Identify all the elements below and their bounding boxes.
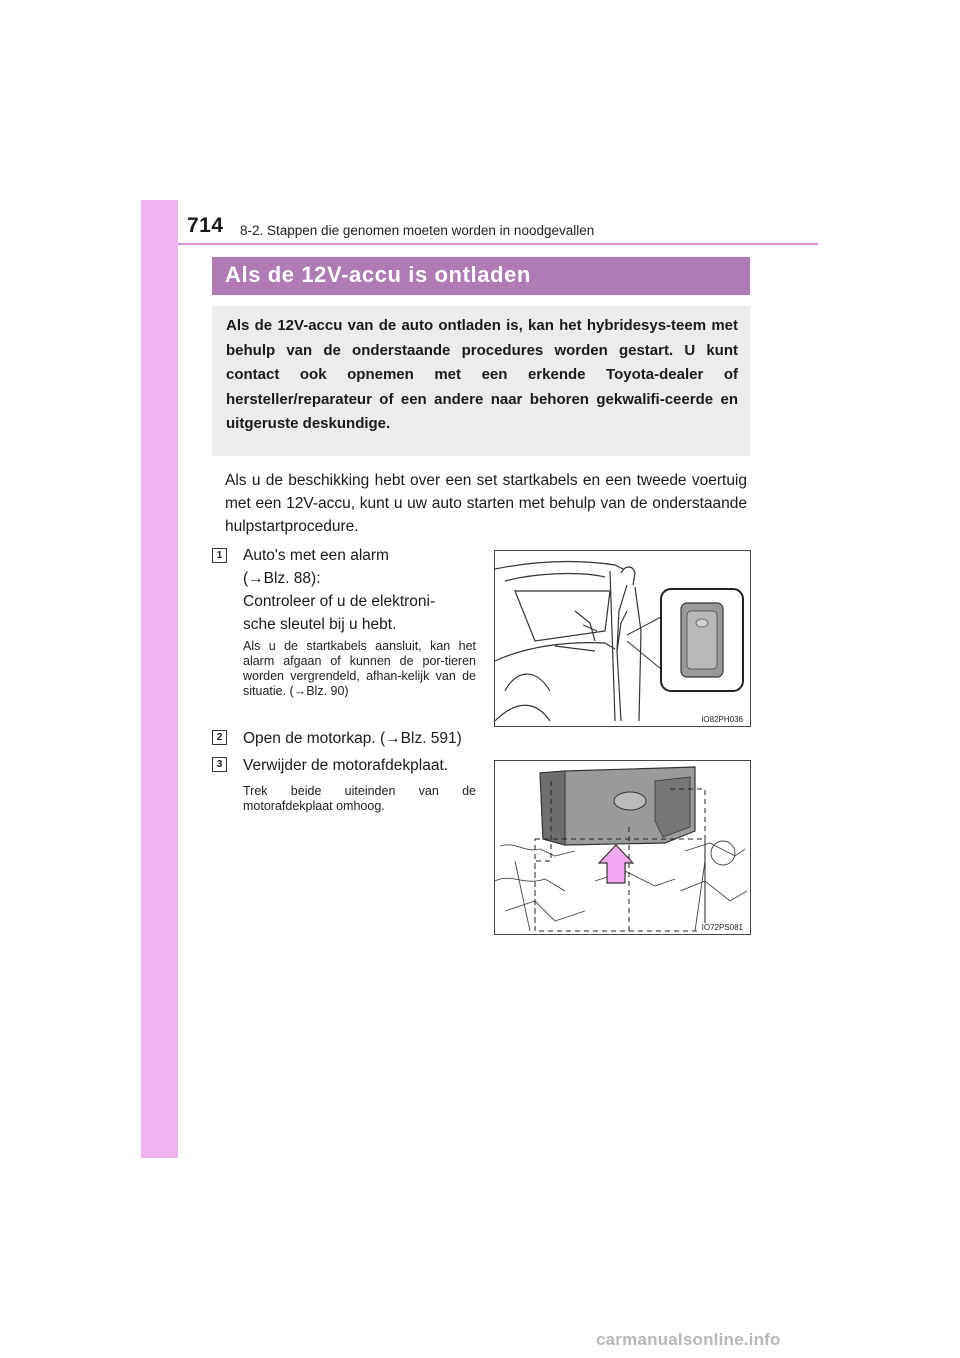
section-title: Als de 12V-accu is ontladen: [225, 262, 531, 287]
intro-text: Als de 12V-accu van de auto ontladen is, kan het hybridesys-teem met behulp van de onderstaande procedures worden gestart. U kunt contact ook opnemen met een erkende Toyota-dealer of hersteller/reparateur of een andere naar behoren gekwalifi-ceerde en uitgeruste deskundige.: [226, 317, 738, 432]
header-divider: [178, 243, 818, 245]
step-1-line: sche sleutel bij u hebt.: [243, 616, 397, 633]
step-3-line: Verwijder de motorafdekplaat.: [243, 757, 449, 774]
section-banner: [212, 257, 750, 295]
figure-label: IO82PH036: [701, 715, 743, 724]
step-2-text: [243, 727, 462, 750]
step-2-number: 2: [212, 730, 227, 745]
step-1-note: Als u de startkabels aansluit, kan het alarm afgaan of kunnen de por-tieren worden vergrendeld, afhan-kelijk van de situatie. (→Blz. 90): [243, 639, 476, 698]
step-2-line: Open de motorkap. (→Blz. 591): [243, 730, 462, 747]
step-3-note: Trek beide uiteinden van de motorafdekplaat omhoog.: [243, 784, 476, 813]
step-1-line: Auto's met een alarm: [243, 547, 389, 564]
step-1-line: (→Blz. 88):: [243, 570, 321, 587]
figure-engine-cover: [494, 760, 751, 935]
figure-door-key: [494, 550, 751, 727]
step-1-text: [243, 544, 435, 636]
site-watermark: carmanualsonline.info: [596, 1330, 781, 1349]
step-1-number: 1: [212, 548, 227, 563]
intro-box: [212, 306, 750, 456]
body-paragraph: Als u de beschikking hebt over een set startkabels en een tweede voertuig met een 12V-accu, kunt u uw auto starten met behulp van de onderstaande hulpstartprocedure.: [225, 472, 747, 535]
step-3-text: [243, 754, 448, 777]
figure-label: IO72PS081: [701, 923, 743, 932]
step-1-line: Controleer of u de elektroni-: [243, 593, 436, 610]
car-door-illustration: [495, 551, 750, 726]
chapter-side-tab: [141, 200, 178, 1158]
page-number: 714: [187, 214, 224, 237]
chapter-title: 8-2. Stappen die genomen moeten worden in noodgevallen: [240, 223, 595, 238]
engine-cover-illustration: [495, 761, 750, 934]
step-3-number: 3: [212, 757, 227, 772]
